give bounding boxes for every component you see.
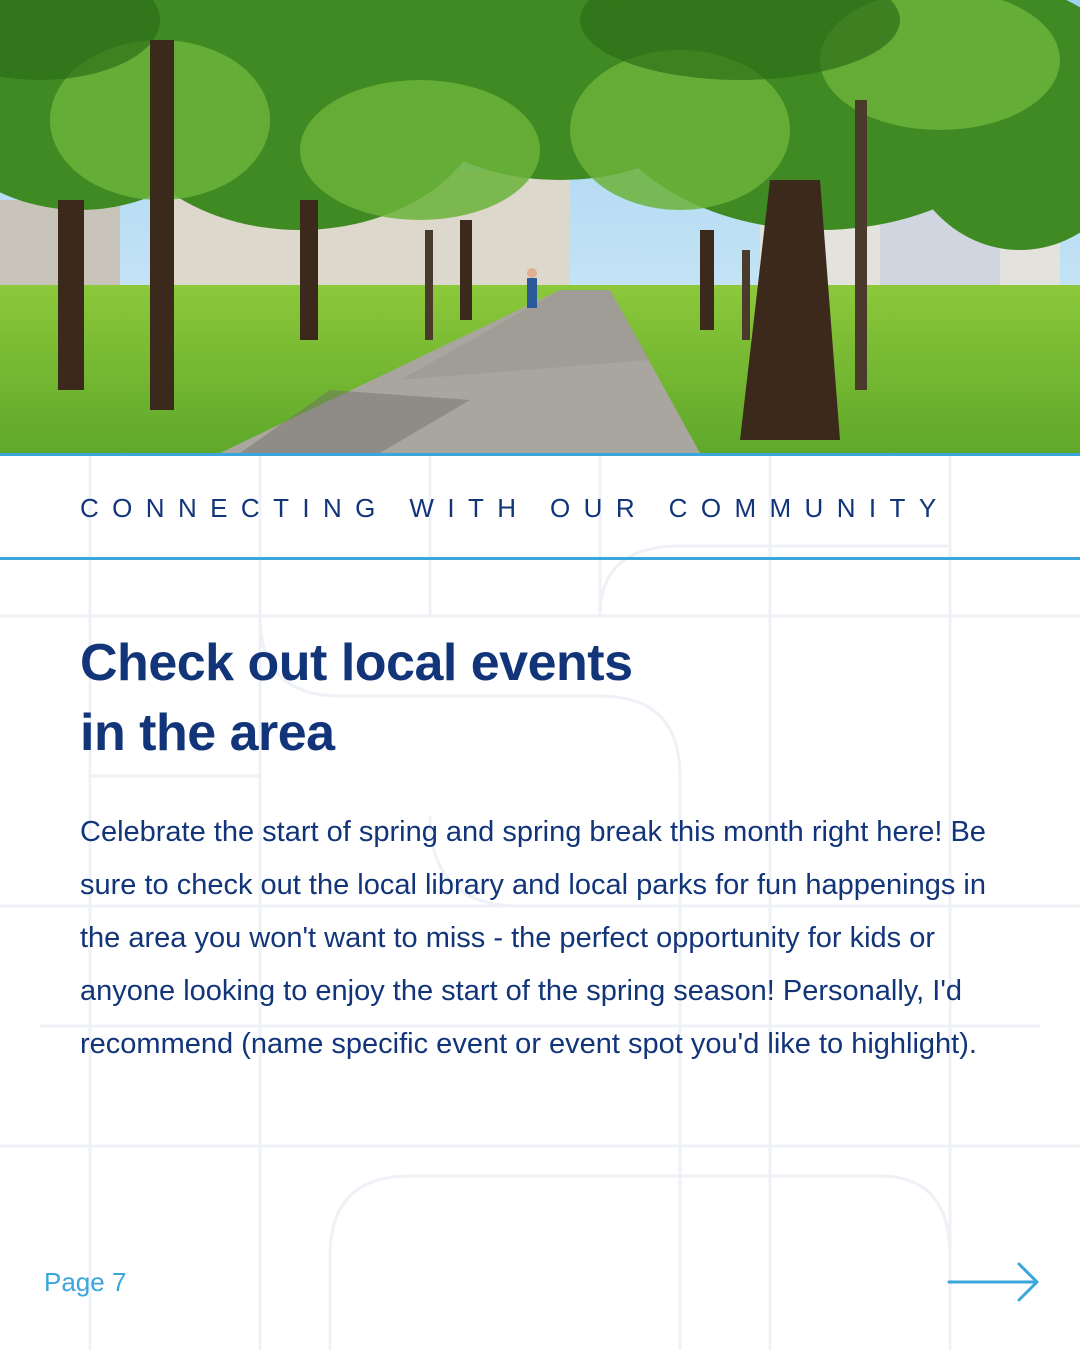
page-title xyxy=(80,628,980,768)
section-eyebrow: CONNECTING WITH OUR COMMUNITY xyxy=(80,493,950,523)
eyebrow-divider xyxy=(0,557,1080,560)
next-page-button[interactable] xyxy=(945,1258,1045,1306)
page-number: Page 7 xyxy=(44,1267,127,1297)
arrow-right-icon xyxy=(945,1258,1045,1306)
title-line-2: in the area xyxy=(80,704,335,762)
title-line-1: Check out local events xyxy=(80,634,633,692)
body-paragraph: Celebrate the start of spring and spring break this month right here! Be sure to check out the local library and local parks for fun happenings in the area you won't want to miss - the perfect opportunity for kids or anyone looking to enjoy the start of the spring season! Personally, I'd recommend (name specific event or event spot you'd like to highlight). xyxy=(80,816,986,1060)
hero-photo xyxy=(0,0,1080,453)
